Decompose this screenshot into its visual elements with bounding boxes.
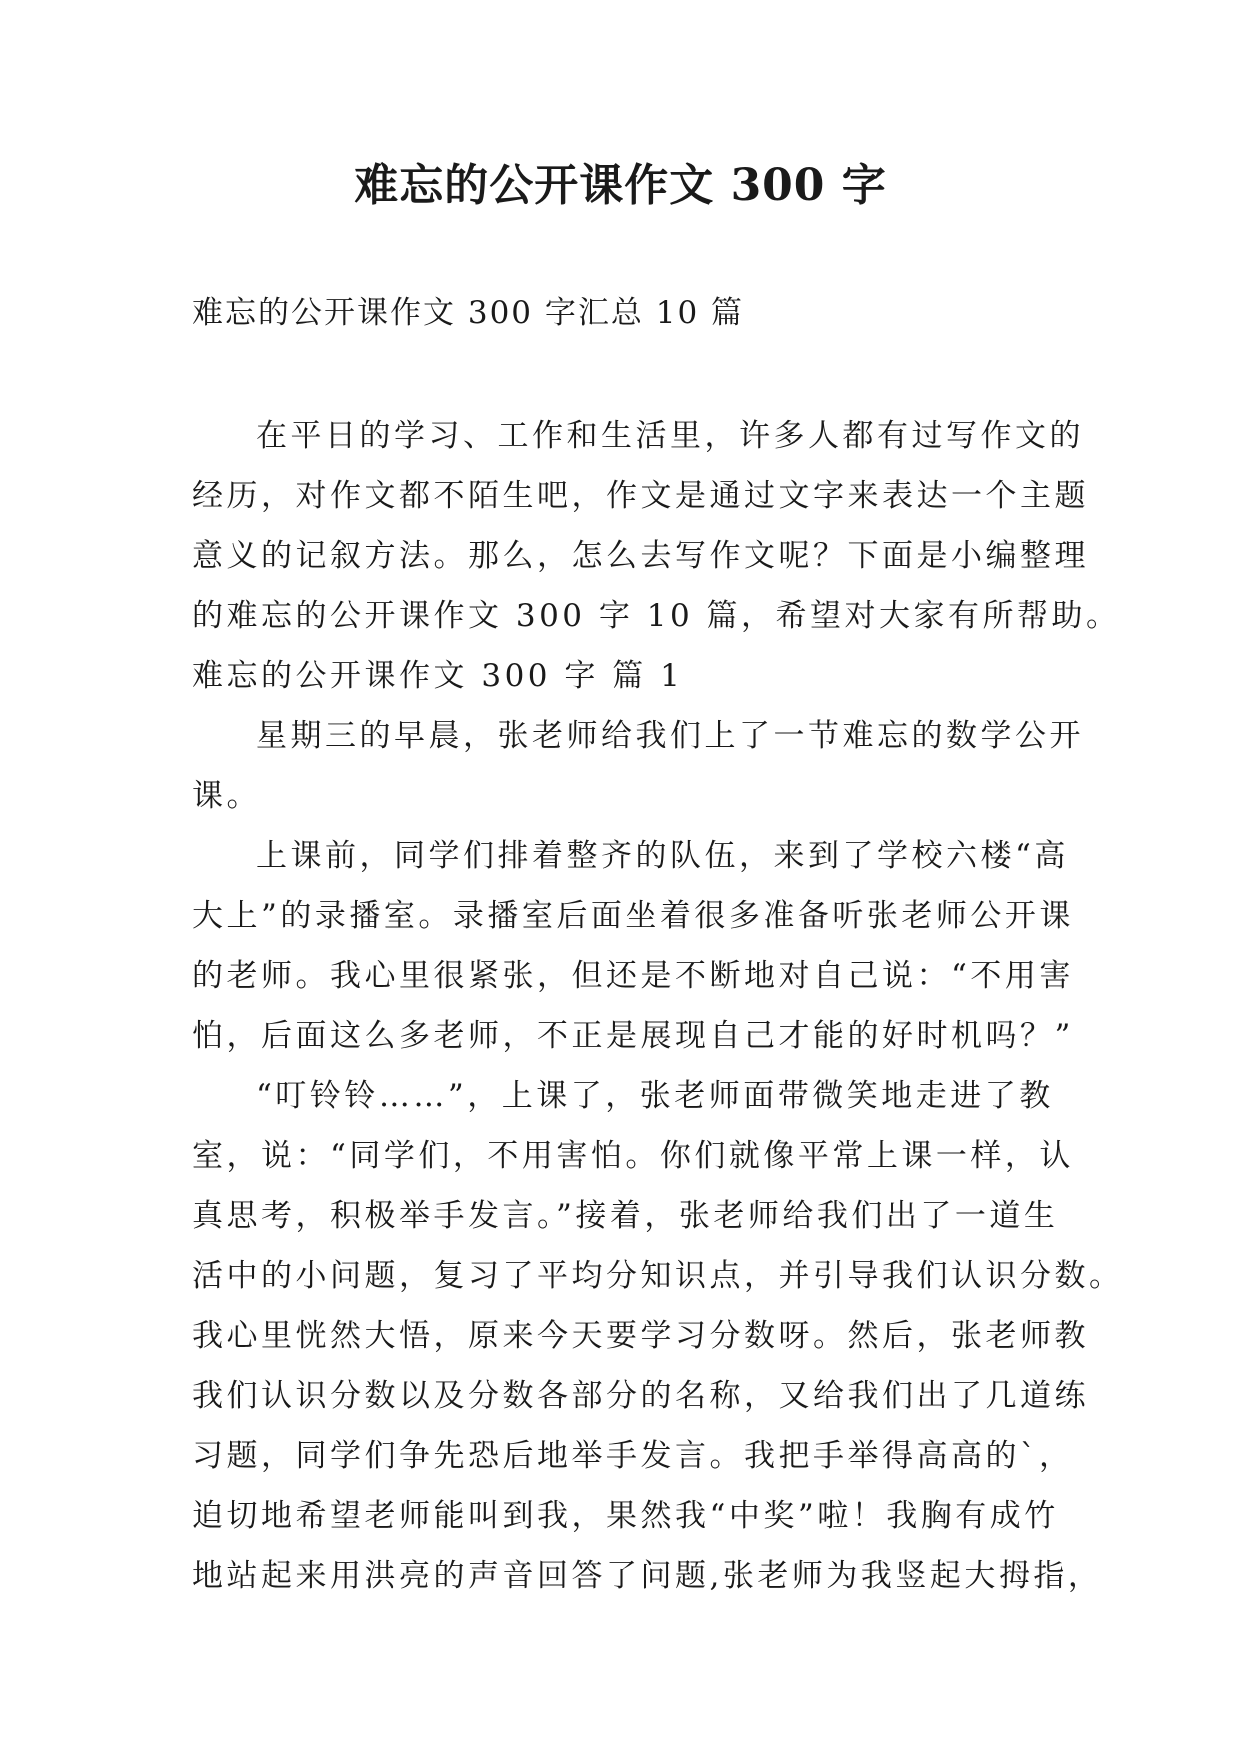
paragraph-line: 大上”的录播室。录播室后面坐着很多准备听张老师公开课: [192, 898, 1074, 934]
paragraph-line: 我们认识分数以及分数各部分的名称，又给我们出了几道练: [192, 1378, 1089, 1414]
paragraph-line: 真思考，积极举手发言。”接着，张老师给我们出了一道生: [192, 1198, 1059, 1234]
section-heading: 难忘的公开课作文 300 字 篇 1: [192, 658, 684, 694]
paragraph-line: 活中的小问题，复习了平均分知识点，并引导我们认识分数。: [192, 1258, 1124, 1294]
paragraph-line: 怕，后面这么多老师，不正是展现自己才能的好时机吗？”: [192, 1018, 1074, 1054]
paragraph-line: 室，说：“同学们，不用害怕。你们就像平常上课一样，认: [192, 1138, 1074, 1174]
paragraph-line: 我心里恍然大悟，原来今天要学习分数呀。然后，张老师教: [192, 1318, 1089, 1354]
paragraph-line: 课。: [192, 778, 261, 814]
paragraph-line: 经历，对作文都不陌生吧，作文是通过文字来表达一个主题: [192, 478, 1089, 514]
paragraph-line: 迫切地希望老师能叫到我，果然我“中奖”啦！我胸有成竹: [192, 1498, 1059, 1534]
paragraph-line: 上课前，同学们排着整齐的队伍，来到了学校六楼“高: [256, 838, 1069, 874]
paragraph-line: 的老师。我心里很紧张，但还是不断地对自己说：“不用害: [192, 958, 1074, 994]
article-body: [192, 406, 1124, 1606]
paragraph-line: 星期三的早晨，张老师给我们上了一节难忘的数学公开: [256, 718, 1084, 754]
paragraph-line: “叮铃铃……”，上课了，张老师面带微笑地走进了教: [256, 1078, 1054, 1114]
paragraph-line: 地站起来用洪亮的声音回答了问题,张老师为我竖起大拇指，: [192, 1558, 1103, 1594]
paragraph-line: 的难忘的公开课作文 300 字 10 篇，希望对大家有所帮助。: [192, 598, 1121, 634]
paragraph-line: 意义的记叙方法。那么，怎么去写作文呢？下面是小编整理: [192, 538, 1089, 574]
page-title: 难忘的公开课作文 300 字: [354, 160, 887, 211]
paragraph-line: 习题，同学们争先恐后地举手发言。我把手举得高高的`，: [192, 1438, 1074, 1474]
page-subtitle: 难忘的公开课作文 300 字汇总 10 篇: [192, 295, 745, 331]
paragraph-line: 在平日的学习、工作和生活里，许多人都有过写作文的: [256, 418, 1084, 454]
